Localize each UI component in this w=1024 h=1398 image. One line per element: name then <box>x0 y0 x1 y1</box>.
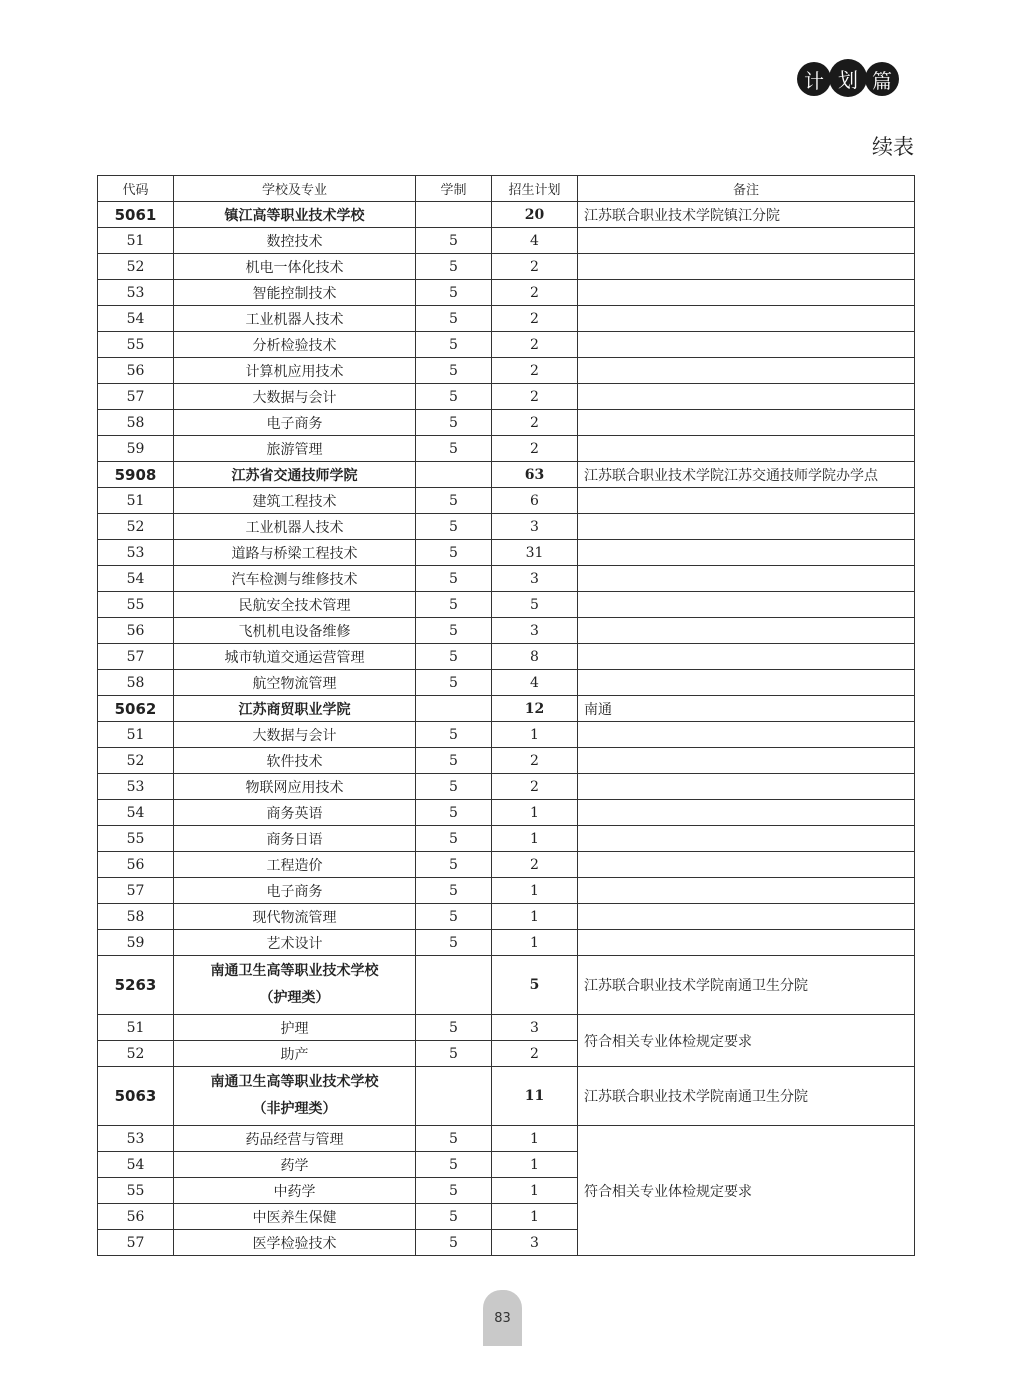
row-code: 54 <box>98 566 174 592</box>
row-name: 分析检验技术 <box>174 332 416 358</box>
table-row <box>98 774 915 800</box>
header-school-major: 学校及专业 <box>174 176 416 202</box>
major-plan: 1 <box>492 1178 578 1204</box>
row-code: 56 <box>98 852 174 878</box>
row-years: 5 <box>416 826 492 852</box>
school-name-line2: （护理类） <box>259 990 330 1006</box>
row-plan: 31 <box>492 540 578 566</box>
majors-note: 符合相关专业体检规定要求 <box>578 1015 915 1067</box>
row-years: 5 <box>416 514 492 540</box>
major-years: 5 <box>416 1152 492 1178</box>
row-code: 51 <box>98 228 174 254</box>
row-years: 5 <box>416 930 492 956</box>
row-name: 江苏商贸职业学院 <box>174 696 416 722</box>
row-name: 大数据与会计 <box>174 384 416 410</box>
row-code: 52 <box>98 514 174 540</box>
school-code: 5263 <box>98 956 174 1015</box>
row-code: 53 <box>98 540 174 566</box>
major-name: 护理 <box>174 1015 416 1041</box>
school-row-5263 <box>98 956 915 1015</box>
table-header-row <box>98 176 915 202</box>
row-years: 5 <box>416 722 492 748</box>
logo-char-3: 篇 <box>865 62 899 96</box>
row-plan: 1 <box>492 930 578 956</box>
logo-char-2: 划 <box>829 59 867 97</box>
row-years: 5 <box>416 384 492 410</box>
row-name: 城市轨道交通运营管理 <box>174 644 416 670</box>
row-plan: 12 <box>492 696 578 722</box>
row-name: 大数据与会计 <box>174 722 416 748</box>
major-name: 中医养生保健 <box>174 1204 416 1230</box>
row-plan: 63 <box>492 462 578 488</box>
page-number: 83 <box>483 1290 522 1346</box>
row-name: 飞机机电设备维修 <box>174 618 416 644</box>
header-code: 代码 <box>98 176 174 202</box>
row-name: 工程造价 <box>174 852 416 878</box>
table-row <box>98 566 915 592</box>
row-note <box>578 618 915 644</box>
school-note: 江苏联合职业技术学院南通卫生分院 <box>578 1067 915 1126</box>
table-row <box>98 488 915 514</box>
row-years: 5 <box>416 566 492 592</box>
row-code: 54 <box>98 306 174 332</box>
school-name-line2: （非护理类） <box>252 1101 337 1117</box>
row-plan: 8 <box>492 644 578 670</box>
major-plan: 1 <box>492 1204 578 1230</box>
table-row <box>98 436 915 462</box>
row-name: 工业机器人技术 <box>174 306 416 332</box>
row-name: 现代物流管理 <box>174 904 416 930</box>
school-years <box>416 1067 492 1126</box>
major-name: 药品经营与管理 <box>174 1126 416 1152</box>
row-years: 5 <box>416 670 492 696</box>
major-code: 56 <box>98 1204 174 1230</box>
row-code: 57 <box>98 878 174 904</box>
row-name: 计算机应用技术 <box>174 358 416 384</box>
row-note <box>578 254 915 280</box>
table-row <box>98 384 915 410</box>
row-note <box>578 878 915 904</box>
school-row <box>98 696 915 722</box>
row-code: 53 <box>98 280 174 306</box>
table-row <box>98 852 915 878</box>
row-note <box>578 748 915 774</box>
major-plan: 1 <box>492 1126 578 1152</box>
row-note <box>578 852 915 878</box>
major-years: 5 <box>416 1126 492 1152</box>
row-note <box>578 280 915 306</box>
row-plan: 2 <box>492 384 578 410</box>
row-code: 59 <box>98 930 174 956</box>
major-years: 5 <box>416 1015 492 1041</box>
row-years: 5 <box>416 904 492 930</box>
school-years <box>416 956 492 1015</box>
row-note <box>578 826 915 852</box>
row-years: 5 <box>416 540 492 566</box>
row-name: 机电一体化技术 <box>174 254 416 280</box>
row-years: 5 <box>416 332 492 358</box>
row-code: 58 <box>98 904 174 930</box>
major-name: 药学 <box>174 1152 416 1178</box>
row-name: 镇江高等职业技术学校 <box>174 202 416 228</box>
row-name: 智能控制技术 <box>174 280 416 306</box>
row-name: 航空物流管理 <box>174 670 416 696</box>
row-note <box>578 228 915 254</box>
row-code: 53 <box>98 774 174 800</box>
row-code: 58 <box>98 410 174 436</box>
school-name-line1: 南通卫生高等职业技术学校 <box>210 963 379 979</box>
row-plan: 5 <box>492 592 578 618</box>
school-note: 江苏联合职业技术学院南通卫生分院 <box>578 956 915 1015</box>
table-row <box>98 332 915 358</box>
row-years <box>416 202 492 228</box>
row-name: 旅游管理 <box>174 436 416 462</box>
table-row <box>98 410 915 436</box>
school-name <box>174 1067 416 1126</box>
major-name: 中药学 <box>174 1178 416 1204</box>
row-plan: 1 <box>492 878 578 904</box>
row-years: 5 <box>416 774 492 800</box>
major-plan: 3 <box>492 1230 578 1256</box>
row-years: 5 <box>416 228 492 254</box>
row-code: 5061 <box>98 202 174 228</box>
row-note <box>578 306 915 332</box>
row-code: 55 <box>98 332 174 358</box>
row-plan: 3 <box>492 566 578 592</box>
row-note <box>578 904 915 930</box>
major-name: 医学检验技术 <box>174 1230 416 1256</box>
row-note <box>578 800 915 826</box>
school-row-5063 <box>98 1067 915 1126</box>
table-row <box>98 644 915 670</box>
table-row <box>98 670 915 696</box>
row-note <box>578 930 915 956</box>
row-plan: 4 <box>492 670 578 696</box>
table-row <box>98 618 915 644</box>
row-code: 59 <box>98 436 174 462</box>
row-plan: 6 <box>492 488 578 514</box>
major-years: 5 <box>416 1230 492 1256</box>
row-note <box>578 410 915 436</box>
row-note: 江苏联合职业技术学院镇江分院 <box>578 202 915 228</box>
row-note <box>578 566 915 592</box>
school-name <box>174 956 416 1015</box>
row-years: 5 <box>416 410 492 436</box>
row-plan: 4 <box>492 228 578 254</box>
row-code: 52 <box>98 748 174 774</box>
major-code: 55 <box>98 1178 174 1204</box>
school-row <box>98 462 915 488</box>
row-note <box>578 514 915 540</box>
row-plan: 2 <box>492 306 578 332</box>
row-note <box>578 436 915 462</box>
table-row <box>98 306 915 332</box>
row-code: 55 <box>98 826 174 852</box>
row-note <box>578 644 915 670</box>
row-plan: 3 <box>492 514 578 540</box>
row-note <box>578 332 915 358</box>
row-years: 5 <box>416 644 492 670</box>
row-plan: 2 <box>492 254 578 280</box>
row-years: 5 <box>416 254 492 280</box>
row-name: 电子商务 <box>174 878 416 904</box>
continued-label: 续表 <box>872 135 914 159</box>
row-plan: 2 <box>492 774 578 800</box>
major-years: 5 <box>416 1204 492 1230</box>
table-row <box>98 930 915 956</box>
row-code: 57 <box>98 384 174 410</box>
row-code: 54 <box>98 800 174 826</box>
row-name: 汽车检测与维修技术 <box>174 566 416 592</box>
table-row <box>98 748 915 774</box>
table-row <box>98 592 915 618</box>
row-note <box>578 774 915 800</box>
table-row <box>98 1126 915 1152</box>
major-name: 助产 <box>174 1041 416 1067</box>
row-years: 5 <box>416 436 492 462</box>
school-name-line1: 南通卫生高等职业技术学校 <box>210 1074 379 1090</box>
row-note <box>578 592 915 618</box>
row-plan: 2 <box>492 280 578 306</box>
row-note <box>578 358 915 384</box>
row-code: 57 <box>98 644 174 670</box>
table-row <box>98 228 915 254</box>
table-row <box>98 800 915 826</box>
school-row <box>98 202 915 228</box>
row-years: 5 <box>416 488 492 514</box>
major-code: 53 <box>98 1126 174 1152</box>
row-plan: 2 <box>492 436 578 462</box>
row-plan: 1 <box>492 800 578 826</box>
logo-char-1: 计 <box>797 62 831 96</box>
row-plan: 2 <box>492 748 578 774</box>
table-row <box>98 878 915 904</box>
row-years: 5 <box>416 280 492 306</box>
row-code: 51 <box>98 488 174 514</box>
row-years <box>416 696 492 722</box>
row-note: 南通 <box>578 696 915 722</box>
major-years: 5 <box>416 1178 492 1204</box>
school-plan: 11 <box>492 1067 578 1126</box>
major-code: 52 <box>98 1041 174 1067</box>
row-code: 5062 <box>98 696 174 722</box>
row-plan: 1 <box>492 904 578 930</box>
header-note: 备注 <box>578 176 915 202</box>
table-row <box>98 358 915 384</box>
row-note <box>578 384 915 410</box>
major-years: 5 <box>416 1041 492 1067</box>
row-code: 5908 <box>98 462 174 488</box>
row-name: 道路与桥梁工程技术 <box>174 540 416 566</box>
row-note <box>578 722 915 748</box>
enrollment-plan-table <box>97 175 915 1256</box>
row-name: 工业机器人技术 <box>174 514 416 540</box>
row-years: 5 <box>416 306 492 332</box>
major-plan: 3 <box>492 1015 578 1041</box>
row-note <box>578 540 915 566</box>
row-plan: 2 <box>492 852 578 878</box>
table-row <box>98 514 915 540</box>
row-name: 民航安全技术管理 <box>174 592 416 618</box>
row-years: 5 <box>416 748 492 774</box>
row-years: 5 <box>416 618 492 644</box>
row-name: 软件技术 <box>174 748 416 774</box>
major-code: 54 <box>98 1152 174 1178</box>
major-plan: 2 <box>492 1041 578 1067</box>
row-plan: 2 <box>492 358 578 384</box>
table-row <box>98 1015 915 1041</box>
row-code: 51 <box>98 722 174 748</box>
row-note <box>578 488 915 514</box>
row-code: 52 <box>98 254 174 280</box>
row-name: 商务日语 <box>174 826 416 852</box>
row-plan: 3 <box>492 618 578 644</box>
header-plan: 招生计划 <box>492 176 578 202</box>
row-years: 5 <box>416 878 492 904</box>
row-years: 5 <box>416 852 492 878</box>
row-code: 58 <box>98 670 174 696</box>
majors-note: 符合相关专业体检规定要求 <box>578 1126 915 1256</box>
row-plan: 2 <box>492 332 578 358</box>
school-code: 5063 <box>98 1067 174 1126</box>
row-name: 江苏省交通技师学院 <box>174 462 416 488</box>
section-logo <box>797 62 897 97</box>
row-years: 5 <box>416 800 492 826</box>
table-row <box>98 280 915 306</box>
school-plan: 5 <box>492 956 578 1015</box>
row-name: 数控技术 <box>174 228 416 254</box>
row-years: 5 <box>416 358 492 384</box>
row-name: 建筑工程技术 <box>174 488 416 514</box>
table-row <box>98 254 915 280</box>
row-plan: 1 <box>492 722 578 748</box>
major-code: 51 <box>98 1015 174 1041</box>
row-years <box>416 462 492 488</box>
row-name: 艺术设计 <box>174 930 416 956</box>
row-code: 55 <box>98 592 174 618</box>
row-name: 电子商务 <box>174 410 416 436</box>
row-plan: 20 <box>492 202 578 228</box>
row-name: 商务英语 <box>174 800 416 826</box>
table-row <box>98 722 915 748</box>
row-plan: 2 <box>492 410 578 436</box>
row-name: 物联网应用技术 <box>174 774 416 800</box>
row-note: 江苏联合职业技术学院江苏交通技师学院办学点 <box>578 462 915 488</box>
row-code: 56 <box>98 358 174 384</box>
row-plan: 1 <box>492 826 578 852</box>
table-row <box>98 904 915 930</box>
row-note <box>578 670 915 696</box>
row-years: 5 <box>416 592 492 618</box>
major-code: 57 <box>98 1230 174 1256</box>
row-code: 56 <box>98 618 174 644</box>
header-years: 学制 <box>416 176 492 202</box>
major-plan: 1 <box>492 1152 578 1178</box>
table-row <box>98 540 915 566</box>
table-row <box>98 826 915 852</box>
